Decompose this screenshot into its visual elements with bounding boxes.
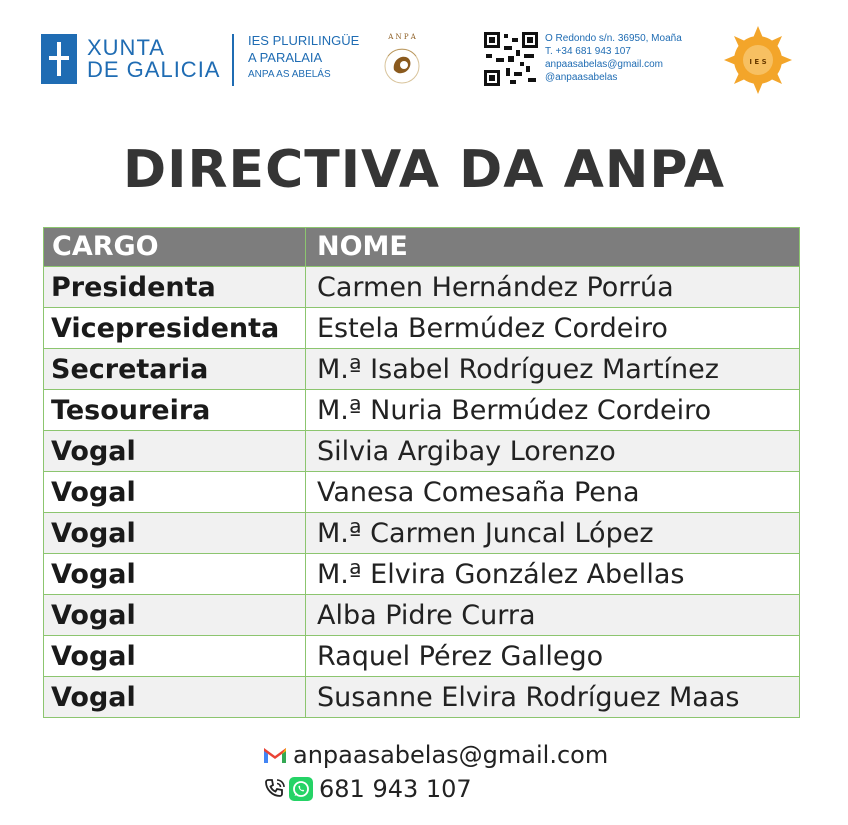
cargo-cell: Vicepresidenta: [44, 308, 306, 349]
table-row: [44, 554, 800, 595]
xunta-line2: DE GALICIA: [87, 57, 221, 82]
nome-cell: Estela Bermúdez Cordeiro: [306, 308, 800, 349]
anpa-bee-logo: [366, 26, 438, 98]
table-row: [44, 308, 800, 349]
header-cargo: CARGO: [44, 228, 306, 267]
contact-phone: T. +34 681 943 107: [545, 46, 631, 57]
contact-social: @anpaasabelas: [545, 72, 618, 83]
cargo-cell: Vogal: [44, 472, 306, 513]
xunta-logo: [41, 34, 220, 84]
footer-email-row[interactable]: [263, 738, 608, 772]
nome-cell: Carmen Hernández Porrúa: [306, 267, 800, 308]
nome-cell: Susanne Elvira Rodríguez Maas: [306, 677, 800, 718]
ies-line2: A PARALAIA: [248, 50, 323, 65]
contact-block: [545, 32, 682, 84]
footer-phone-row[interactable]: [263, 772, 608, 806]
table-row: [44, 513, 800, 554]
table-row: [44, 595, 800, 636]
nome-cell: Vanesa Comesaña Pena: [306, 472, 800, 513]
table-row: [44, 390, 800, 431]
table-row: [44, 677, 800, 718]
nome-cell: M.ª Isabel Rodríguez Martínez: [306, 349, 800, 390]
qr-code-icon: [484, 32, 538, 86]
header-nome: NOME: [306, 228, 800, 267]
table-row: [44, 431, 800, 472]
board-table: [43, 227, 800, 718]
nome-cell: Silvia Argibay Lorenzo: [306, 431, 800, 472]
phone-icon: [263, 777, 287, 801]
footer-email[interactable]: anpaasabelas@gmail.com: [293, 741, 609, 769]
header-divider: [232, 34, 234, 86]
footer-contact: [263, 738, 608, 806]
cargo-cell: Vogal: [44, 513, 306, 554]
footer-phone[interactable]: 681 943 107: [319, 775, 472, 803]
cargo-cell: Secretaria: [44, 349, 306, 390]
xunta-line1: XUNTA: [87, 35, 165, 60]
ies-wordmark: [248, 32, 359, 84]
nome-cell: M.ª Carmen Juncal López: [306, 513, 800, 554]
cargo-cell: Presidenta: [44, 267, 306, 308]
whatsapp-icon: [289, 777, 313, 801]
cargo-cell: Vogal: [44, 431, 306, 472]
table-row: [44, 636, 800, 677]
nome-cell: M.ª Nuria Bermúdez Cordeiro: [306, 390, 800, 431]
xunta-wordmark: [87, 37, 220, 81]
ies-line3: ANPA AS ABELÁS: [248, 69, 331, 80]
table-row: [44, 267, 800, 308]
gmail-icon: [263, 746, 287, 764]
cargo-cell: Vogal: [44, 636, 306, 677]
page-title: DIRECTIVA DA ANPA: [123, 140, 725, 200]
cargo-cell: Vogal: [44, 595, 306, 636]
table-row: [44, 472, 800, 513]
nome-cell: Raquel Pérez Gallego: [306, 636, 800, 677]
nome-cell: Alba Pidre Curra: [306, 595, 800, 636]
table-header-row: [44, 228, 800, 267]
xunta-shield-icon: [41, 34, 77, 84]
table-row: [44, 349, 800, 390]
svg-text:I E S: I E S: [749, 58, 767, 66]
header: [0, 24, 848, 104]
nome-cell: M.ª Elvira González Abellas: [306, 554, 800, 595]
contact-email[interactable]: anpaasabelas@gmail.com: [545, 59, 663, 70]
svg-text:A N P A: A N P A: [388, 33, 416, 41]
sun-logo: [722, 24, 794, 96]
ies-line1: IES PLURILINGÜE: [248, 33, 360, 48]
cargo-cell: Tesoureira: [44, 390, 306, 431]
contact-address: O Redondo s/n. 36950, Moaña: [545, 33, 682, 44]
cargo-cell: Vogal: [44, 677, 306, 718]
cargo-cell: Vogal: [44, 554, 306, 595]
